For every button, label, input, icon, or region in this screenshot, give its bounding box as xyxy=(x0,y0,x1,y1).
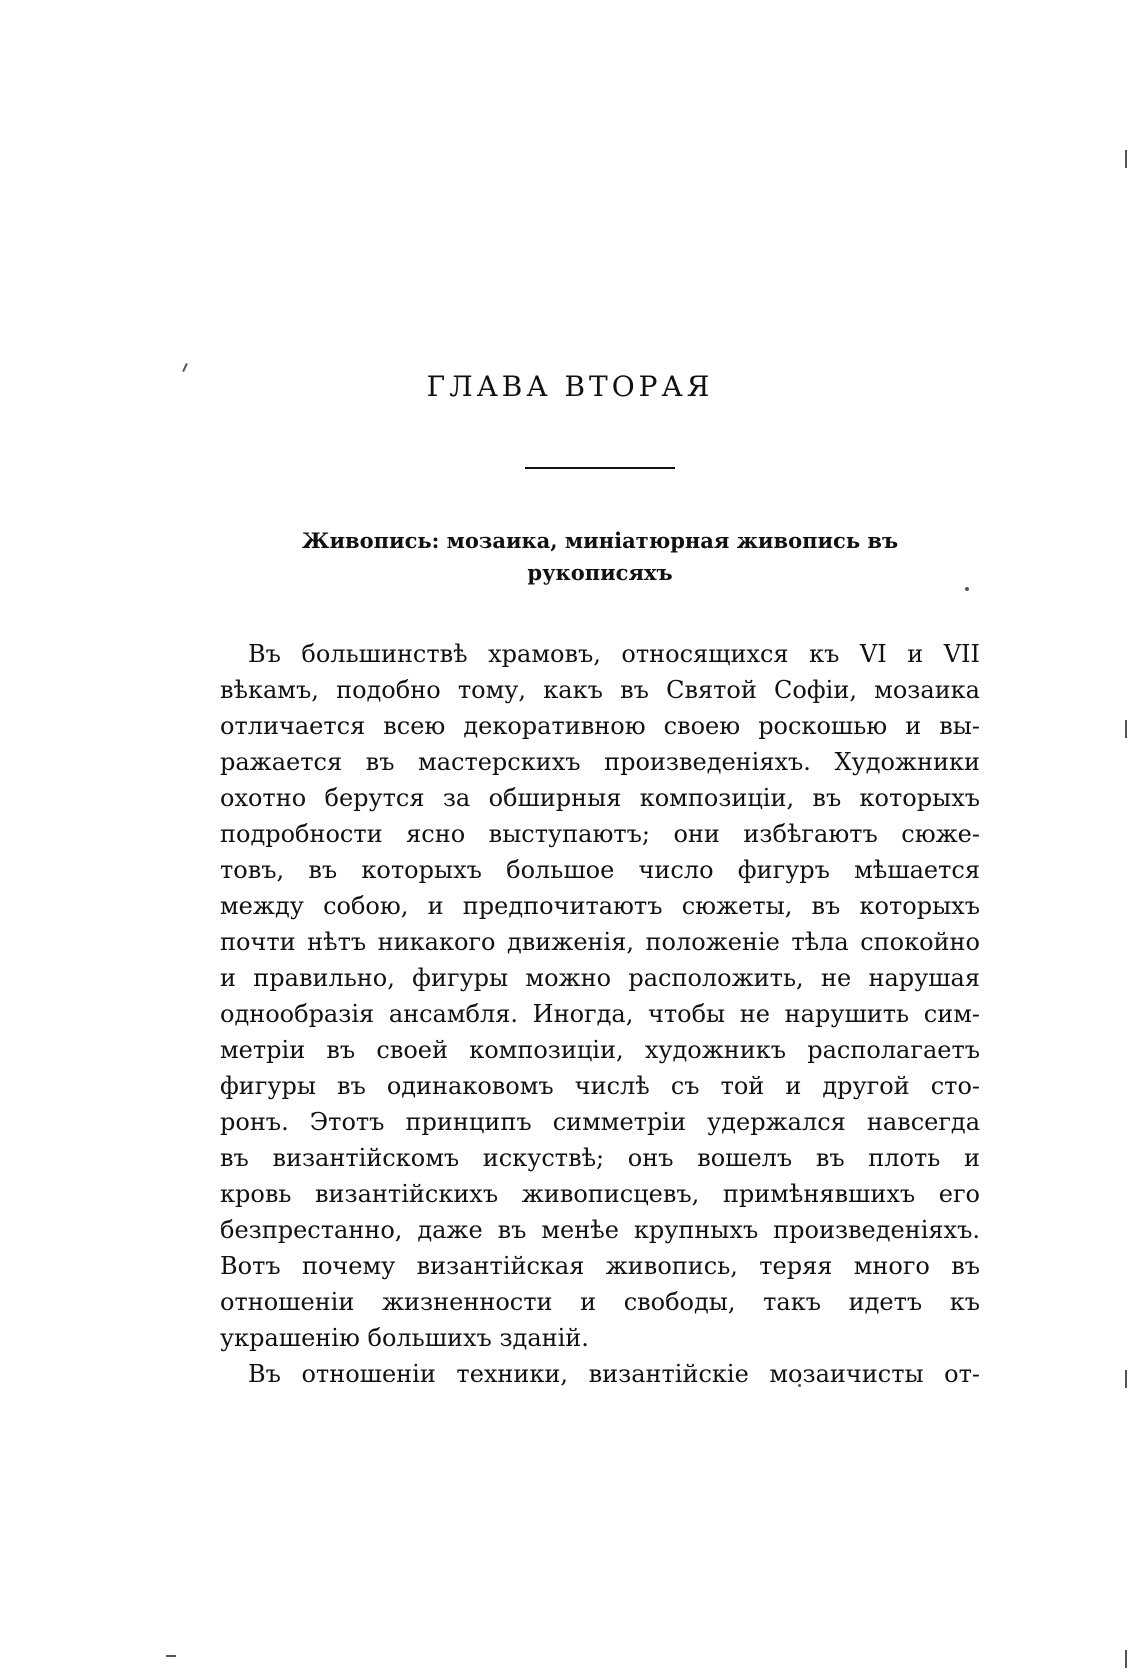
text-line: между собою, и предпочитаютъ сюжеты, въ которыхъ xyxy=(220,892,980,920)
scan-mark xyxy=(1125,1650,1127,1668)
text-line: метріи въ своей композиціи, художникъ располагаетъ xyxy=(220,1036,980,1064)
text-line: Вотъ почему византійская живопись, теряя много въ xyxy=(220,1252,980,1280)
body-text xyxy=(220,636,980,1392)
text-line: товъ, въ которыхъ большое число фигуръ мѣшается xyxy=(220,856,980,884)
text-line: ронъ. Этотъ принципъ симметріи удержался навсегда xyxy=(220,1108,980,1136)
text-line: безпрестанно, даже въ менѣе крупныхъ произведеніяхъ. xyxy=(220,1216,980,1244)
text-line: въ византійскомъ искуствѣ; онъ вошелъ въ плоть и xyxy=(220,1144,980,1172)
text-line: подробности ясно выступаютъ; они избѣгаютъ сюже- xyxy=(220,820,980,848)
text-line: почти нѣтъ никакого движенія, положеніе тѣла спокойно xyxy=(220,928,980,956)
text-line: Въ отношеніи техники, византійскіе мозаичисты от- xyxy=(248,1360,980,1388)
subtitle-line: Живопись: мозаика, миніатюрная живопись въ xyxy=(301,528,899,553)
scan-mark xyxy=(166,1655,176,1657)
paragraph xyxy=(220,1356,980,1392)
text-line: и правильно, фигуры можно расположить, не нарушая xyxy=(220,964,980,992)
text-line: отличается всею декоративною своею роскошью и вы- xyxy=(220,712,980,740)
text-line: вѣкамъ, подобно тому, какъ въ Святой Софіи, мозаика xyxy=(220,676,980,704)
title-divider xyxy=(525,467,675,469)
text-line: охотно берутся за обширныя композиціи, въ которыхъ xyxy=(220,784,980,812)
section-subtitle xyxy=(220,525,980,589)
text-line: ражается въ мастерскихъ произведеніяхъ. Художники xyxy=(220,748,980,776)
chapter-title: ГЛАВА ВТОРАЯ xyxy=(426,370,714,403)
text-line: украшенію большихъ зданій. xyxy=(220,1324,589,1352)
text-line: кровь византійскихъ живописцевъ, примѣнявшихъ его xyxy=(220,1180,980,1208)
subtitle-line: рукописяхъ xyxy=(527,560,673,585)
text-line: отношеніи жизненности и свободы, такъ идетъ къ xyxy=(220,1288,980,1316)
paragraph xyxy=(220,636,980,1356)
scan-mark xyxy=(1125,150,1127,168)
text-line: Въ большинствѣ храмовъ, относящихся къ VI и VII xyxy=(248,640,980,668)
text-line: однообразія ансамбля. Иногда, чтобы не нарушить сим- xyxy=(220,1000,980,1028)
scan-mark xyxy=(1125,1370,1127,1388)
text-line: фигуры въ одинаковомъ числѣ съ той и другой сто- xyxy=(220,1072,980,1100)
scan-mark xyxy=(1125,720,1127,738)
